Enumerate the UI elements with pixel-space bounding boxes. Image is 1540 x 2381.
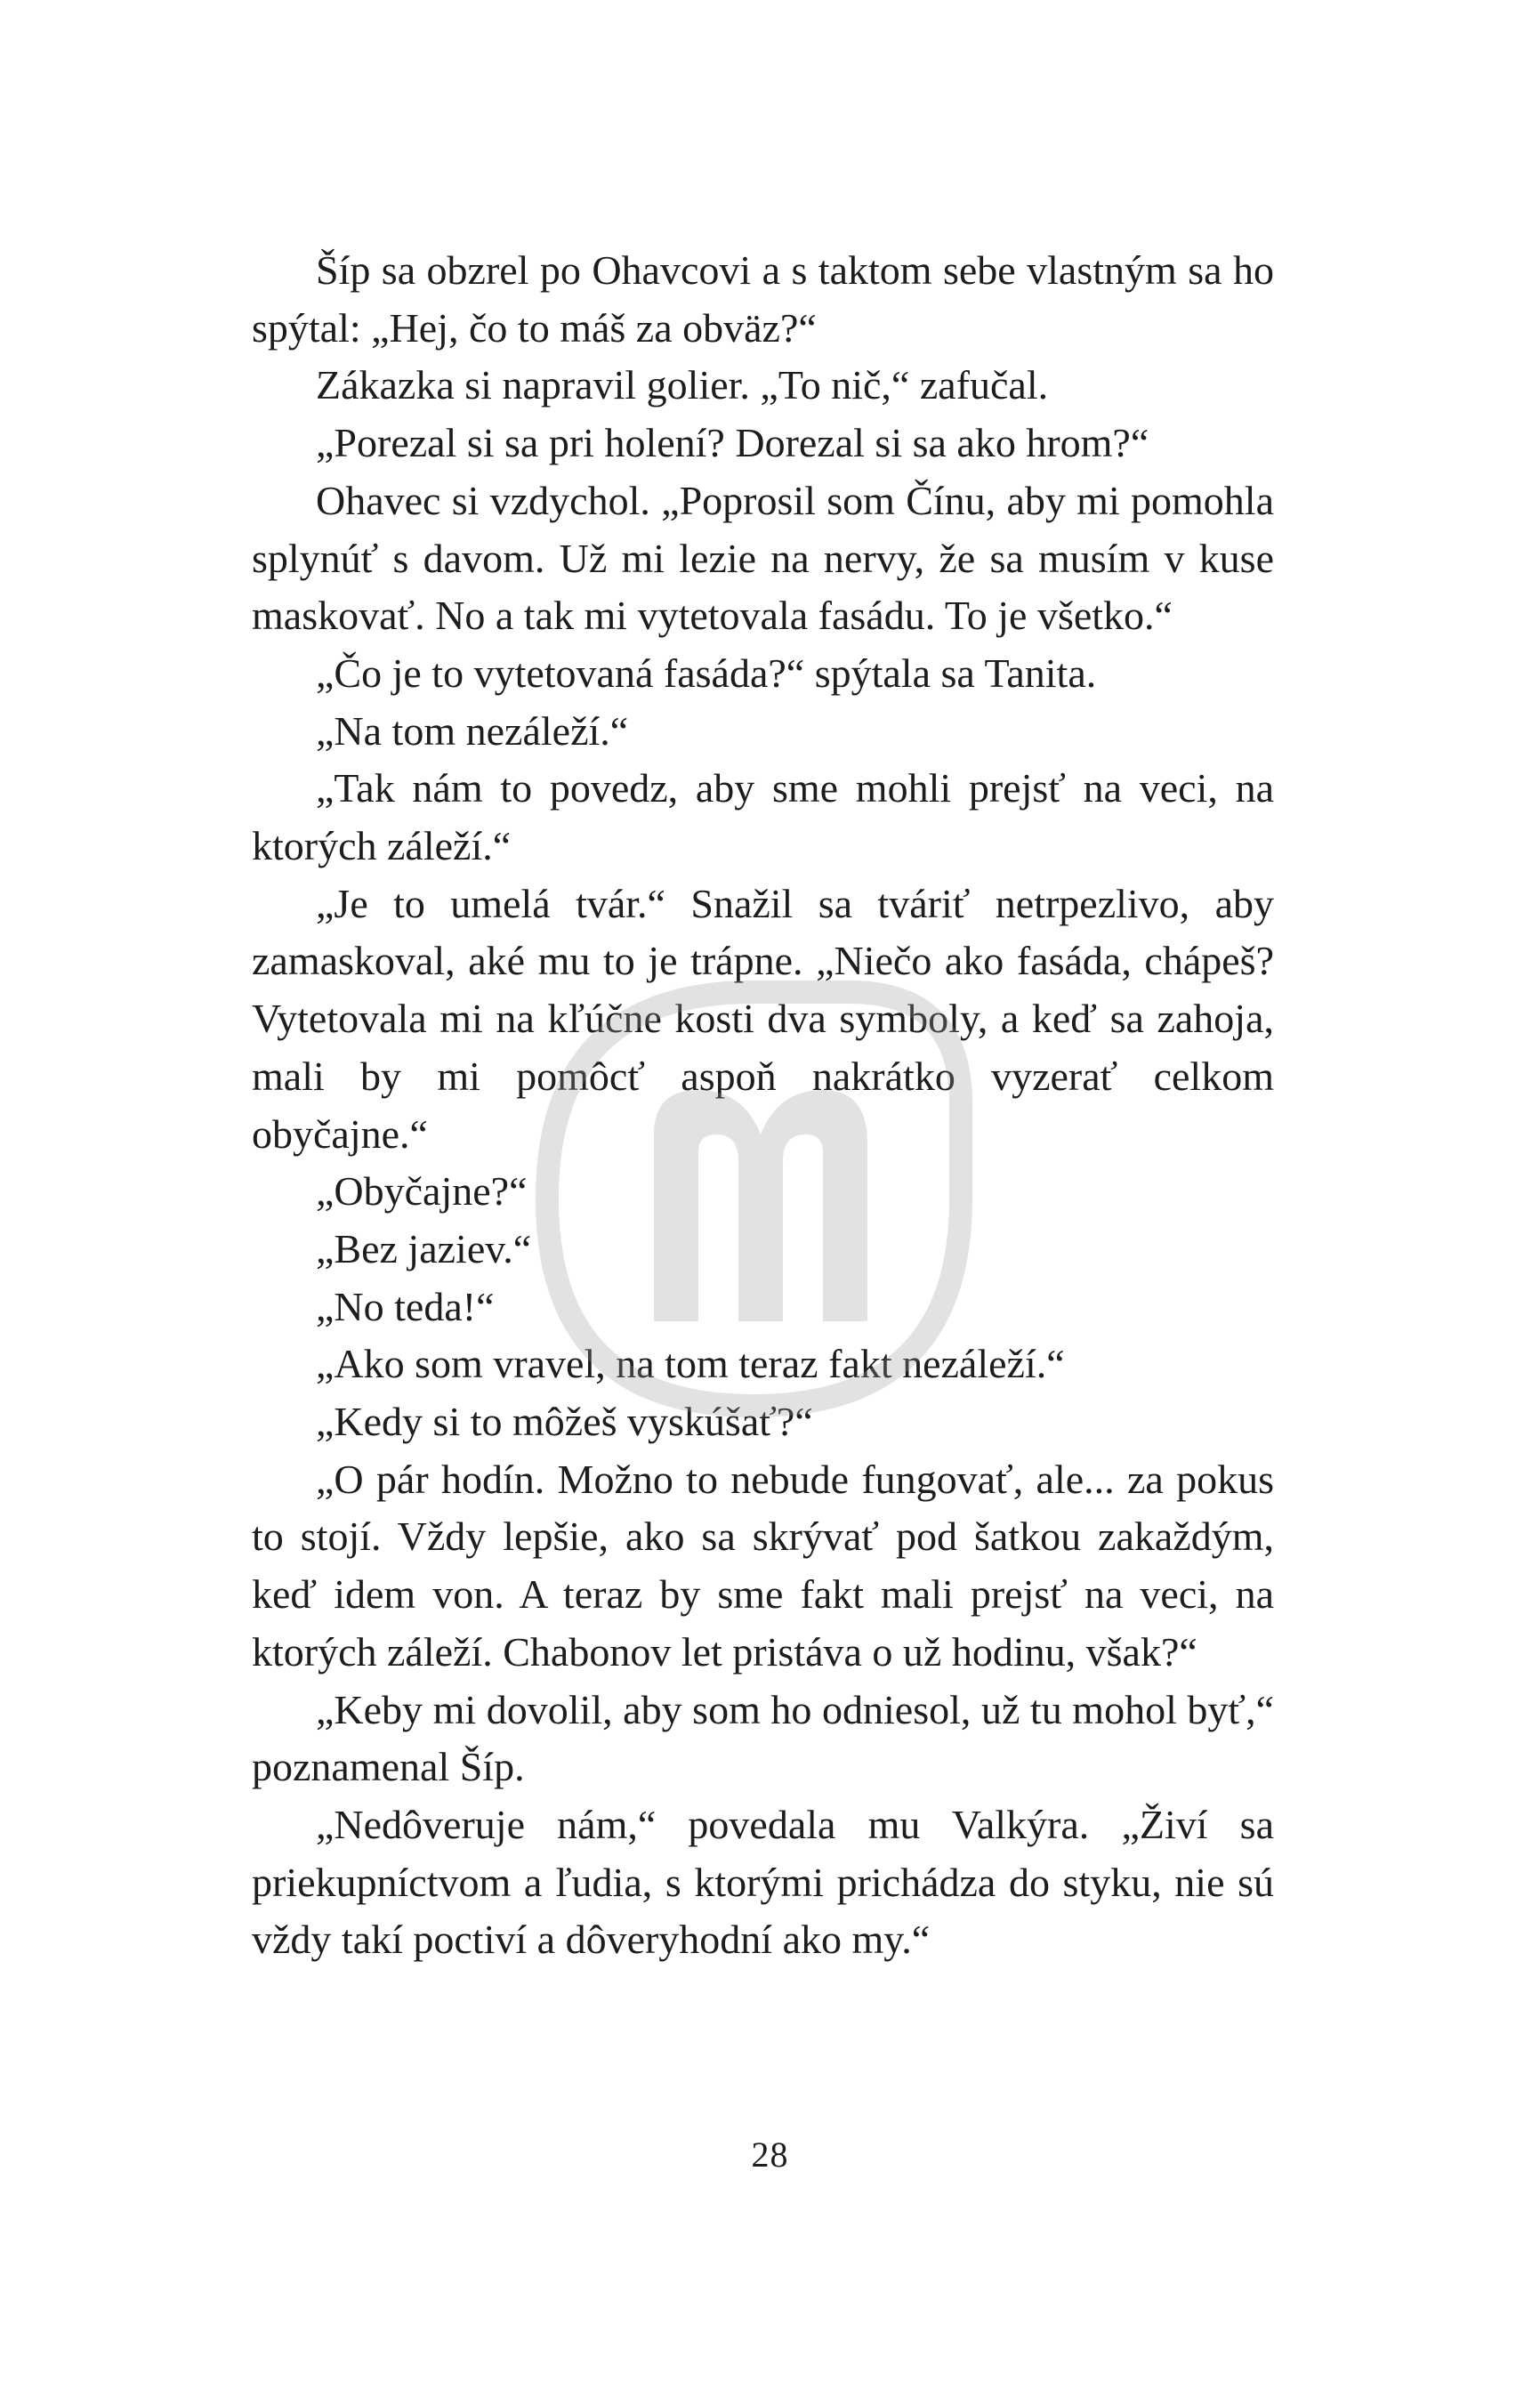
paragraph: „Čo je to vytetovaná fasáda?“ spýtala sa Tanita.: [316, 650, 1097, 696]
paragraph: „Je to umelá tvár.“ Snažil sa tváriť netrpezlivo, aby zamaskoval, aké mu to je trápne. „Niečo ako fasáda, chápeš? Vytetovala mi na kľúčne kosti dva symboly, a keď sa zahoja, mali by mi pomôcť aspoň nakrátko vyzerať celkom obyčajne.“: [252, 880, 1274, 1157]
page-number: 28: [751, 2135, 789, 2175]
paragraph: Ohavec si vzdychol. „Poprosil som Čínu, aby mi pomohla splynúť s davom. Už mi lezie na nervy, že sa musím v kuse maskovať. No a tak mi vytetovala fasádu. To je všetko.“: [252, 477, 1274, 639]
paragraph: „Bez jaziev.“: [316, 1225, 532, 1271]
paragraph: „Kedy si to môžeš vyskúšať?“: [316, 1399, 813, 1445]
paragraph: „Ako som vravel, na tom teraz fakt nezáleží.“: [316, 1341, 1065, 1387]
body-text: [252, 242, 1274, 1969]
paragraph: Šíp sa obzrel po Ohavcovi a s taktom sebe vlastným sa ho spýtal: „Hej, čo to máš za obväz?“: [252, 247, 1274, 351]
paragraph: „Keby mi dovolil, aby som ho odniesol, už tu mohol byť,“ poznamenal Šíp.: [252, 1686, 1274, 1790]
paragraph: „O pár hodín. Možno to nebude fungovať, ale... za pokus to stojí. Vždy lepšie, ako sa skrývať pod šatkou zakaždým, keď idem von. A teraz by sme fakt mali prejsť na veci, na ktorých záleží. Chabonov let pristáva o už hodinu, však?“: [252, 1456, 1274, 1675]
paragraph: Zákazka si napravil golier. „To nič,“ zafučal.: [316, 362, 1049, 408]
paragraph: „Tak nám to povedz, aby sme mohli prejsť na veci, na ktorých záleží.“: [252, 765, 1274, 869]
paragraph: „Nedôveruje nám,“ povedala mu Valkýra. „Živí sa priekupníctvom a ľudia, s ktorými prichádza do styku, nie sú vždy takí poctiví a dôveryhodní ako my.“: [252, 1801, 1274, 1963]
paragraph: „No teda!“: [316, 1283, 495, 1329]
paragraph: „Porezal si sa pri holení? Dorezal si sa ako hrom?“: [316, 420, 1149, 466]
paragraph: „Obyčajne?“: [316, 1168, 528, 1215]
paragraph: „Na tom nezáleží.“: [316, 707, 629, 754]
